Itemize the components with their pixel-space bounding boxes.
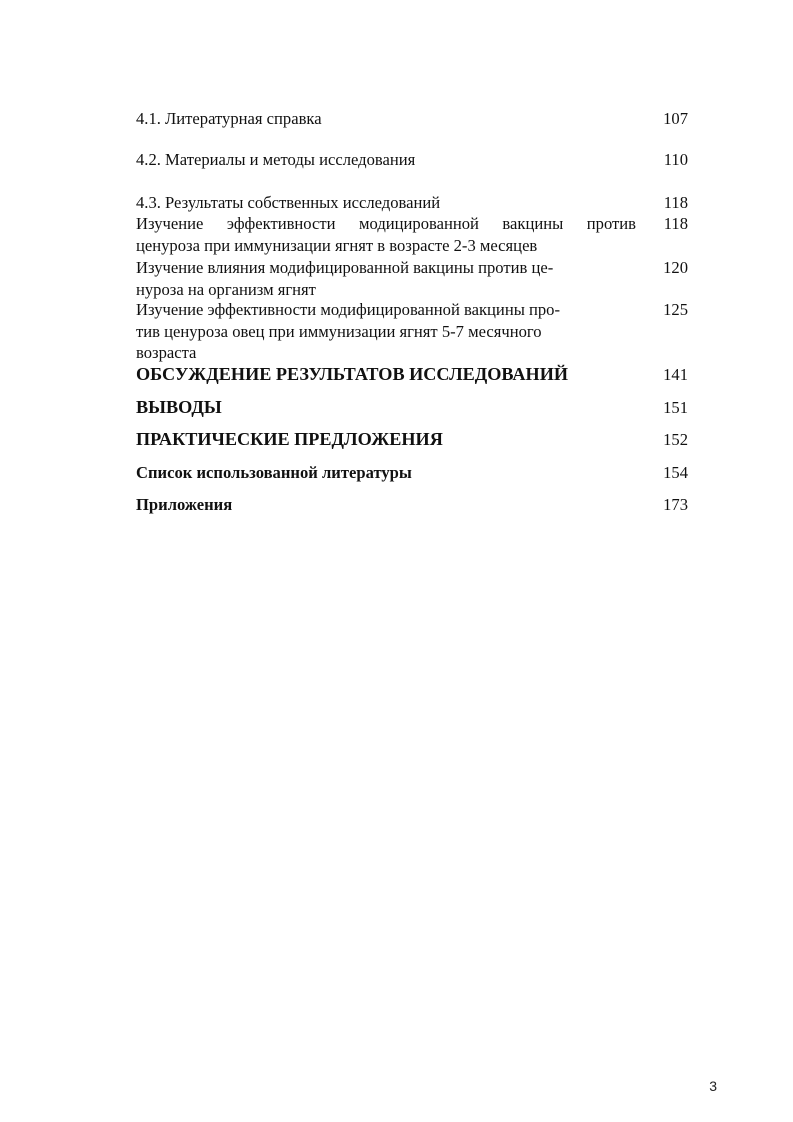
- toc-entry-title: [136, 462, 636, 484]
- toc-entry-title: [136, 213, 636, 256]
- toc-entry-line: Список использованной литературы: [136, 463, 412, 482]
- toc-entry-line: ценуроза при иммунизации ягнят в возрасте 2-3 месяцев: [136, 235, 538, 255]
- toc-entry-title: [136, 397, 636, 419]
- toc-entry-title: [136, 494, 636, 516]
- toc-page-number: 154: [663, 463, 688, 482]
- toc-entry-line: нуроза на организм ягнят: [136, 279, 316, 299]
- footer-page-number: 3: [709, 1078, 717, 1094]
- toc-entry-line: возраста: [136, 343, 197, 362]
- toc-entry-line: 4.2. Материалы и методы исследования: [136, 150, 416, 169]
- toc-entry-vaccine-influence: [136, 257, 688, 300]
- toc-entry-line: Приложения: [136, 495, 233, 514]
- toc-page-number: 118: [663, 214, 688, 233]
- toc-entry-line: ПРАКТИЧЕСКИЕ ПРЕДЛОЖЕНИЯ: [136, 429, 443, 449]
- toc-entry-title: [136, 299, 636, 364]
- toc-entry-4-2: [136, 149, 688, 171]
- toc-entry-appendices: [136, 494, 688, 516]
- toc-page-number: 152: [663, 430, 688, 449]
- toc-entry-line: 4.3. Результаты собственных исследований: [136, 193, 441, 212]
- toc-page-number: 110: [663, 150, 688, 169]
- toc-entry-line: ОБСУЖДЕНИЕ РЕЗУЛЬТАТОВ ИССЛЕДОВАНИЙ: [136, 364, 568, 384]
- toc-entry-references: [136, 462, 688, 484]
- toc-entry-discussion: [136, 364, 688, 386]
- toc-entry-4-1: [136, 108, 688, 130]
- toc-page-number: 141: [663, 365, 688, 384]
- toc-entry-line: Изучение эффективности модифицированной вакцины про-: [136, 300, 560, 319]
- toc-entry-title: [136, 429, 636, 451]
- toc-entry-4-3: [136, 192, 688, 214]
- toc-entry-vaccine-efficacy-2-3: [136, 213, 688, 256]
- toc-entry-line: ВЫВОДЫ: [136, 397, 222, 417]
- toc-page-number: 118: [663, 193, 688, 212]
- toc-page-number: 151: [663, 398, 688, 417]
- toc-entry-title: [136, 108, 636, 130]
- toc-page-number: 120: [663, 258, 688, 277]
- toc-entry-line: тив ценуроза овец при иммунизации ягнят 5-7 месячного: [136, 321, 542, 341]
- toc-entry-conclusions: [136, 397, 688, 419]
- toc-entry-vaccine-efficacy-5-7: [136, 299, 688, 364]
- toc-entry-line: 4.1. Литературная справка: [136, 109, 322, 128]
- toc-entry-practical-proposals: [136, 429, 688, 451]
- toc-page-number: 107: [663, 109, 688, 128]
- toc-entry-line: Изучение эффективности модицированной вакцины против: [136, 214, 636, 233]
- toc-page-number: 125: [663, 300, 688, 319]
- toc-entry-title: [136, 149, 636, 171]
- toc-page-number: 173: [663, 495, 688, 514]
- toc-entry-title: [136, 257, 636, 300]
- toc-entry-line: Изучение влияния модифицированной вакцины против це-: [136, 258, 554, 277]
- toc-entry-title: [136, 192, 636, 214]
- toc-entry-title: [136, 364, 636, 386]
